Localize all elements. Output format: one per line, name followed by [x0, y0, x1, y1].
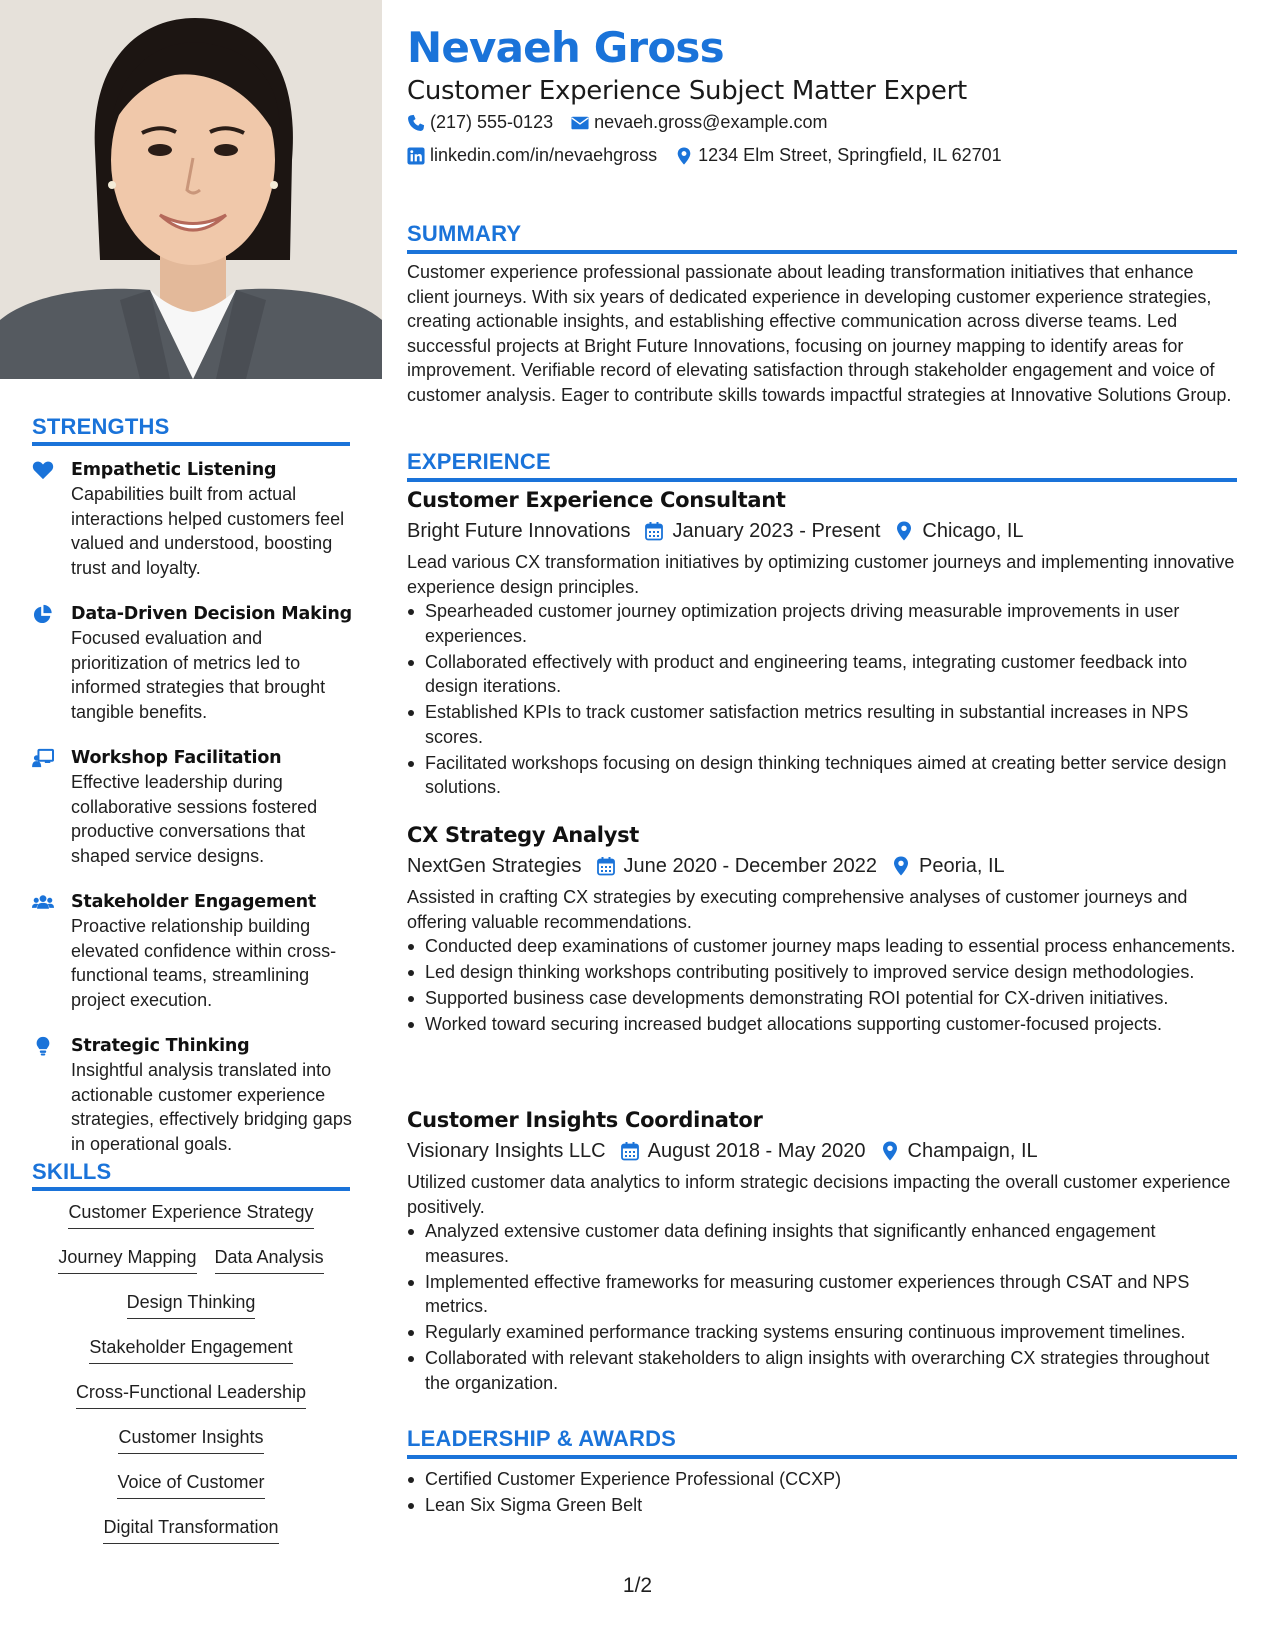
- strengths-heading: STRENGTHS: [32, 414, 170, 439]
- presenter-icon: [32, 748, 54, 768]
- job-entry: [407, 821, 1237, 1038]
- heart-icon: [32, 460, 54, 480]
- job-location-wrap: [894, 516, 1023, 546]
- job-bullet: Established KPIs to track customer satisfaction metrics resulting in substantial increases in NPS scores.: [407, 700, 1237, 749]
- award-item: Lean Six Sigma Green Belt: [407, 1493, 1237, 1518]
- map-pin-icon: [675, 147, 693, 165]
- calendar-icon: [644, 521, 664, 541]
- strength-description: Focused evaluation and prioritization of metrics led to informed strategies that brought tangible benefits.: [71, 628, 326, 722]
- calendar-icon: [596, 856, 616, 876]
- job-bullet: Analyzed extensive customer data defining insights that significantly enhanced engagement measures.: [407, 1219, 1237, 1268]
- job-dates: January 2023 - Present: [672, 520, 881, 542]
- strength-item: [32, 602, 352, 724]
- skill-tag: Voice of Customer: [117, 1470, 264, 1499]
- job-bullet: Worked toward securing increased budget allocations supporting customer-focused projects.: [407, 1012, 1237, 1037]
- job-location: Champaign, IL: [907, 1140, 1038, 1162]
- strength-description: Capabilities built from actual interactions helped customers feel valued and understood, boosting trust and loyalty.: [71, 484, 345, 578]
- skills-row: [32, 1380, 350, 1425]
- calendar-icon: [620, 1141, 640, 1161]
- summary-heading: SUMMARY: [407, 221, 522, 246]
- linkedin-icon: [407, 147, 425, 165]
- skill-tag: Cross-Functional Leadership: [76, 1380, 306, 1409]
- profile-photo: [0, 0, 382, 379]
- job-bullets: [407, 1219, 1237, 1395]
- phone-text: (217) 555-0123: [430, 112, 554, 132]
- strength-description: Insightful analysis translated into actionable customer experience strategies, effectively bridging gaps in operational goals.: [71, 1060, 352, 1154]
- phone-contact[interactable]: [407, 112, 553, 133]
- job-company: Visionary Insights LLC: [407, 1140, 606, 1162]
- pie-chart-icon: [32, 604, 54, 624]
- awards-list: [407, 1467, 1237, 1519]
- job-bullets: [407, 599, 1237, 800]
- strength-item: [32, 1034, 352, 1156]
- leadership-divider: [407, 1455, 1237, 1459]
- job-bullet: Supported business case developments demonstrating ROI potential for CX-driven initiatives.: [407, 986, 1237, 1011]
- strengths-list: [32, 458, 352, 1178]
- strength-name: Empathetic Listening: [71, 460, 277, 480]
- linkedin-text: linkedin.com/in/nevaehgross: [430, 145, 658, 165]
- strength-item: [32, 890, 352, 1012]
- skill-tag: Data Analysis: [215, 1245, 324, 1274]
- users-icon: [32, 892, 54, 912]
- skills-divider: [32, 1187, 350, 1191]
- map-pin-icon: [880, 1141, 900, 1161]
- phone-icon: [407, 114, 425, 132]
- job-company: Bright Future Innovations: [407, 520, 631, 542]
- job-description: Lead various CX transformation initiatives by optimizing customer journeys and implementing innovative experience design principles.: [407, 552, 1235, 597]
- job-bullet: Collaborated with relevant stakeholders to align insights with overarching CX strategies throughout the organization.: [407, 1346, 1237, 1395]
- strength-item: [32, 746, 352, 868]
- skill-tag: Journey Mapping: [58, 1245, 196, 1274]
- skills-list: [32, 1200, 350, 1560]
- job-description: Utilized customer data analytics to inform strategic decisions impacting the overall customer experience positively.: [407, 1172, 1231, 1217]
- lightbulb-icon: [32, 1036, 54, 1056]
- contact-row: [407, 112, 827, 133]
- job-company-wrap: [407, 516, 630, 546]
- job-description: Assisted in crafting CX strategies by executing comprehensive analyses of customer journeys and offering valuable recommendations.: [407, 887, 1188, 932]
- job-bullet: Led design thinking workshops contributing positively to improved service design methodologies.: [407, 960, 1237, 985]
- skills-row: [32, 1200, 350, 1245]
- strength-name: Strategic Thinking: [71, 1036, 250, 1056]
- job-company-wrap: [407, 1136, 606, 1166]
- job-dates: June 2020 - December 2022: [623, 855, 878, 877]
- strength-name: Workshop Facilitation: [71, 748, 282, 768]
- job-role: Customer Experience Consultant: [407, 488, 786, 512]
- job-company: NextGen Strategies: [407, 855, 582, 877]
- skill-tag: Digital Transformation: [103, 1515, 278, 1544]
- address-text: 1234 Elm Street, Springfield, IL 62701: [698, 145, 1002, 165]
- job-role: CX Strategy Analyst: [407, 823, 640, 847]
- candidate-title: Customer Experience Subject Matter Expert: [407, 76, 967, 106]
- strength-name: Data-Driven Decision Making: [71, 604, 352, 624]
- skill-tag: Customer Experience Strategy: [68, 1200, 313, 1229]
- experience-heading: EXPERIENCE: [407, 449, 551, 474]
- job-bullet: Implemented effective frameworks for measuring customer experiences through CSAT and NPS metrics.: [407, 1270, 1237, 1319]
- page-number: 1/2: [622, 1574, 653, 1597]
- contact-row: [407, 145, 1002, 166]
- skills-row: [32, 1245, 350, 1290]
- skills-row: [32, 1425, 350, 1470]
- skill-tag: Design Thinking: [127, 1290, 256, 1319]
- skills-heading: SKILLS: [32, 1159, 112, 1184]
- job-entry: [407, 1106, 1237, 1397]
- job-dates: August 2018 - May 2020: [647, 1140, 866, 1162]
- leadership-heading: LEADERSHIP & AWARDS: [407, 1426, 677, 1451]
- award-item: Certified Customer Experience Professional (CCXP): [407, 1467, 1237, 1492]
- job-bullet: Facilitated workshops focusing on design thinking techniques aimed at creating better service design solutions.: [407, 751, 1237, 800]
- job-entry: [407, 486, 1237, 801]
- experience-divider: [407, 478, 1237, 482]
- job-bullets: [407, 934, 1237, 1037]
- job-location: Peoria, IL: [919, 855, 1005, 877]
- summary-text: Customer experience professional passionate about leading transformation initiatives that enhance client journeys. With six years of dedicated experience in developing customer experience strategies, creating actionable insights, and establishing effective communication across diverse teams. Led successful projects at Bright Future Innovations, focusing on journey mapping to identify areas for improvement. Verifiable record of elevating satisfaction through stakeholder engagement and voice of customer analysis. Eager to contribute skills towards impactful strategies at Innovative Solutions Group.: [407, 262, 1232, 405]
- strength-name: Stakeholder Engagement: [71, 892, 317, 912]
- summary-divider: [407, 250, 1237, 254]
- job-bullet: Conducted deep examinations of customer journey maps leading to essential process enhancements.: [407, 934, 1237, 959]
- skills-row: [32, 1515, 350, 1560]
- job-location: Chicago, IL: [922, 520, 1024, 542]
- job-company-wrap: [407, 851, 582, 881]
- job-location-wrap: [891, 851, 1005, 881]
- map-pin-icon: [894, 521, 914, 541]
- skills-row: [32, 1290, 350, 1335]
- address-contact: [675, 145, 1002, 166]
- strengths-divider: [32, 442, 350, 446]
- email-text: nevaeh.gross@example.com: [594, 112, 828, 132]
- skills-row: [32, 1470, 350, 1515]
- skill-tag: Customer Insights: [118, 1425, 263, 1454]
- skill-tag: Stakeholder Engagement: [89, 1335, 292, 1364]
- strength-description: Proactive relationship building elevated confidence within cross-functional teams, streamlining project execution.: [71, 916, 337, 1010]
- job-meta: [407, 851, 1237, 881]
- job-dates-wrap: [620, 1136, 866, 1166]
- map-pin-icon: [891, 856, 911, 876]
- candidate-name: Nevaeh Gross: [407, 23, 724, 72]
- job-meta: [407, 1136, 1237, 1166]
- strength-item: [32, 458, 352, 580]
- linkedin-contact[interactable]: [407, 145, 657, 166]
- job-dates-wrap: [644, 516, 880, 546]
- skills-row: [32, 1335, 350, 1380]
- job-bullet: Regularly examined performance tracking systems ensuring continuous improvement timelines.: [407, 1320, 1237, 1345]
- job-dates-wrap: [596, 851, 878, 881]
- job-meta: [407, 516, 1237, 546]
- job-bullet: Collaborated effectively with product and engineering teams, integrating customer feedback into design iterations.: [407, 650, 1237, 699]
- email-contact[interactable]: [571, 112, 827, 133]
- job-location-wrap: [880, 1136, 1038, 1166]
- envelope-icon: [571, 114, 589, 132]
- job-role: Customer Insights Coordinator: [407, 1108, 763, 1132]
- left-column: [0, 0, 382, 1650]
- job-bullet: Spearheaded customer journey optimization projects driving measurable improvements in user experiences.: [407, 599, 1237, 648]
- strength-description: Effective leadership during collaborative sessions fostered productive conversations that shaped service designs.: [71, 772, 318, 866]
